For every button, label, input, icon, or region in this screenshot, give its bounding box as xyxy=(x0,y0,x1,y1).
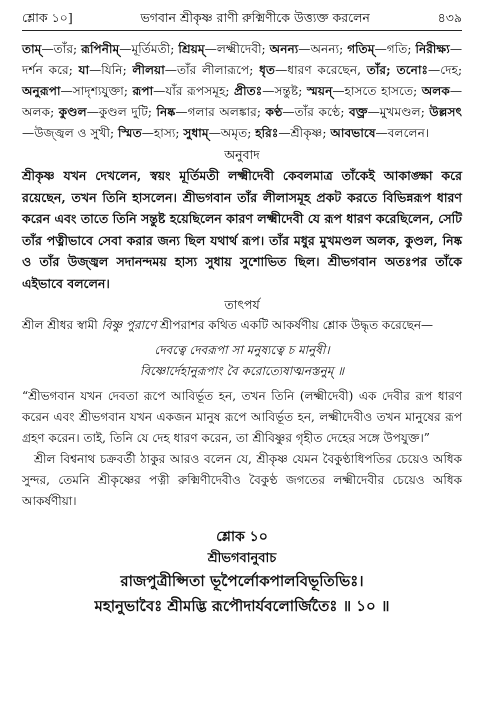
header-chapter-verse: শ্লোক ১০] xyxy=(22,10,73,25)
gloss-meaning: যিনি; xyxy=(101,63,127,77)
gloss-term: অলক xyxy=(421,84,450,98)
quoted-verse xyxy=(22,340,462,382)
next-verse xyxy=(22,526,462,619)
gloss-meaning: তাঁর লীলারূপে; xyxy=(176,63,254,77)
verse-number: শ্লোক ১০ xyxy=(216,529,268,545)
gloss-term: নিষ্ক xyxy=(156,105,176,119)
running-header xyxy=(22,10,462,31)
purport-body xyxy=(22,315,462,512)
translation-text: শ্রীকৃষ্ণ যখন দেখলেন, স্বয়ং মূর্তিমতী লক্ষ্মীদেবী কেবলমাত্র তাঁকেই আকাঙ্ক্ষা করে রয়েছেন, তখন তিনি হাসলেন। শ্রীভগবান তাঁর লীলাসমূহ প্রকট করতে বিভিন্নরূপ ধারণ করেন এবং তাতে তিনি সন্তুষ্ট হয়েছিলেন কারণ লক্ষ্মীদেবী যে রূপ ধারণ করেছিলেন, সেটি তাঁর পত্নীভাবে সেবা করার জন্য ছিল যথার্থ রূপ। তাঁর মধুর মুখমণ্ডল অলক, কুণ্ডল, নিষ্ক ও তাঁর উজ্জ্বল সদানন্দময় হাস্য সুধায় সুশোভিত ছিল। শ্রীভগবান অতঃপর তাঁকে এইভাবে বললেন। xyxy=(22,168,462,291)
gloss-meaning: অলক; xyxy=(22,105,55,119)
gloss-term: নিরীক্ষ্য xyxy=(415,42,450,56)
gloss-term: আবভাষে xyxy=(330,126,376,140)
gloss-meaning: তাঁর; xyxy=(53,42,78,56)
book-title-vishnu-purana: বিষ্ণু পুরাণে xyxy=(101,318,157,332)
page-number: ৪৩৯ xyxy=(437,10,462,25)
gloss-meaning: দেহ; xyxy=(440,63,463,77)
translation-heading: অনুবাদ xyxy=(224,147,260,162)
purport-paragraph-2: “শ্রীভগবান যখন দেবতা রূপে আবির্ভূত হন, তখন তিনি (লক্ষ্মীদেবী) এক দেবীর রূপ ধারণ করেন এবং শ্রীভগবান যখন একজন মানুষ রূপে আবির্ভূত হন, লক্ষ্মীদেবীও তখন মানুষের রূপ গ্রহণ করেন। তাই, তিনি যে দেহ ধারণ করেন, তা শ্রীবিষ্ণুর গৃহীত দেহের সঙ্গে উপযুক্ত।” xyxy=(22,389,462,445)
gloss-meaning: শ্রীকৃষ্ণ; xyxy=(290,126,327,140)
quoted-verse-line-2: বিষ্ণোর্দেহানুরূপাং বৈ করোত্যেষাত্মনস্তনুম্ ॥ xyxy=(139,364,345,378)
purport-heading: তাৎপর্য xyxy=(224,297,260,312)
gloss-term: উল্লসৎ xyxy=(429,105,463,119)
book-page xyxy=(22,10,462,619)
purport-paragraph-1 xyxy=(22,315,462,336)
header-title: ভগবান শ্রীকৃষ্ণ রাণী রুক্মিণীকে উত্ত্যক্ত করলেন xyxy=(140,10,370,25)
gloss-meaning: অমৃত; xyxy=(220,126,252,140)
gloss-term: তাম্ xyxy=(22,42,42,56)
gloss-term: গতিম্ xyxy=(347,42,375,56)
verse-line-2: মহানুভাবৈঃ শ্রীমদ্ভি রূপৌদার্যবলোর্জিতৈঃ ॥ ১০ ॥ xyxy=(94,597,390,615)
verse-line-1: রাজপুত্রীপ্সিতা ভূপৈর্লোকপালবিভূতিভিঃ। xyxy=(120,572,364,590)
gloss-meaning: হাসতে হাসতে; xyxy=(344,84,418,98)
word-for-word-synonyms: তাম্—তাঁর; রূপিনীম্—মূর্তিমতী; শ্রিয়ম্—লক্ষ্মীদেবী; অনন্য—অনন্য; গতিম্—গতি; নিরীক্ষ্য—দর্শন করে; যা—যিনি; লীলয়া—তাঁর লীলারূপে; ধৃত—ধারণ করেছেন, তাঁর; তনোঃ—দেহ; অনুরূপা—সাদৃশ্যযুক্তা; রূপা—যাঁর রূপসমূহ; প্রীতঃ—সন্তুষ্ট; স্ময়ন্—হাসতে হাসতে; অলক—অলক; কুণ্ডল—কুণ্ডল দুটি; নিষ্ক—গলার অলঙ্কার; কণ্ঠ—তাঁর কণ্ঠে; বক্ত্র—মুখমণ্ডল; উল্লসৎ—উজ্জ্বল ও সুখী; স্মিত—হাস্য; সুধাম্—অমৃত; হরিঃ—শ্রীকৃষ্ণ; আবভাষে—বললেন। xyxy=(22,42,463,140)
gloss-term: বক্ত্র xyxy=(348,105,368,119)
gloss-term: কুণ্ডল xyxy=(58,105,87,119)
purport-paragraph-3: শ্রীল বিশ্বনাথ চক্রবর্তী ঠাকুর আরও বলেন যে, শ্রীকৃষ্ণ যেমন বৈকুণ্ঠাধিপতির চেয়েও অধিক সুন্দর, তেমনি শ্রীকৃষ্ণের পত্নী রুক্মিণীদেবীও বৈকুণ্ঠ জগতের লক্ষ্মীদেবীর চেয়েও অধিক আকর্ষণীয়া। xyxy=(22,452,462,508)
gloss-meaning: উজ্জ্বল ও সুখী; xyxy=(34,126,115,140)
gloss-meaning: লক্ষ্মীদেবী; xyxy=(216,42,266,56)
gloss-meaning: মূর্তিমতী; xyxy=(131,42,175,56)
gloss-meaning: গলার অলঙ্কার; xyxy=(187,105,261,119)
gloss-term: সুধাম্ xyxy=(183,126,209,140)
gloss-meaning: মুখমণ্ডল; xyxy=(379,105,425,119)
gloss-term: স্ময়ন্ xyxy=(306,84,333,98)
gloss-meaning: সাদৃশ্যযুক্তা; xyxy=(72,84,128,98)
purport-p1-end: শ্রীপরাশর কথিত একটি আকর্ষণীয় শ্লোক উদ্ধৃত করেছেন— xyxy=(156,318,434,332)
gloss-meaning: বললেন। xyxy=(387,126,430,140)
gloss-meaning: তাঁর কণ্ঠে; xyxy=(294,105,345,119)
gloss-meaning: অনন্য; xyxy=(310,42,344,56)
gloss-meaning: হাস্য; xyxy=(153,126,180,140)
gloss-meaning: গতি; xyxy=(386,42,412,56)
gloss-term: যা xyxy=(78,63,90,77)
gloss-meaning: ধারণ করেছেন, xyxy=(287,63,361,77)
purport-p1-start: শ্রীল শ্রীধর স্বামী xyxy=(22,318,102,332)
verse-speaker: শ্রীভগবানুবাচ xyxy=(207,551,277,566)
gloss-term: স্মিত xyxy=(118,126,142,140)
gloss-term: তাঁর; তনোঃ xyxy=(366,63,428,77)
quoted-verse-line-1: দেবত্বে দেবরূপা সা মনুষ্যত্বে চ মানুষী। xyxy=(154,343,330,357)
gloss-term: প্রীতঃ xyxy=(234,84,263,98)
gloss-meaning: কুণ্ডল দুটি; xyxy=(98,105,152,119)
gloss-term: কণ্ঠ xyxy=(265,105,283,119)
gloss-meaning: সন্তুষ্ট; xyxy=(274,84,303,98)
gloss-term: লীলয়া xyxy=(132,63,165,77)
gloss-term: রূপা xyxy=(132,84,154,98)
gloss-term: ধৃত xyxy=(259,63,276,77)
gloss-term: হরিঃ xyxy=(255,126,279,140)
gloss-meaning: যাঁর রূপসমূহ; xyxy=(165,84,230,98)
gloss-meaning: দর্শন করে; xyxy=(22,63,73,77)
gloss-term: রূপিনীম্ xyxy=(81,42,120,56)
gloss-term: অনুরূপা xyxy=(22,84,61,98)
gloss-term: শ্রিয়ম্ xyxy=(178,42,205,56)
gloss-term: অনন্য xyxy=(269,42,299,56)
